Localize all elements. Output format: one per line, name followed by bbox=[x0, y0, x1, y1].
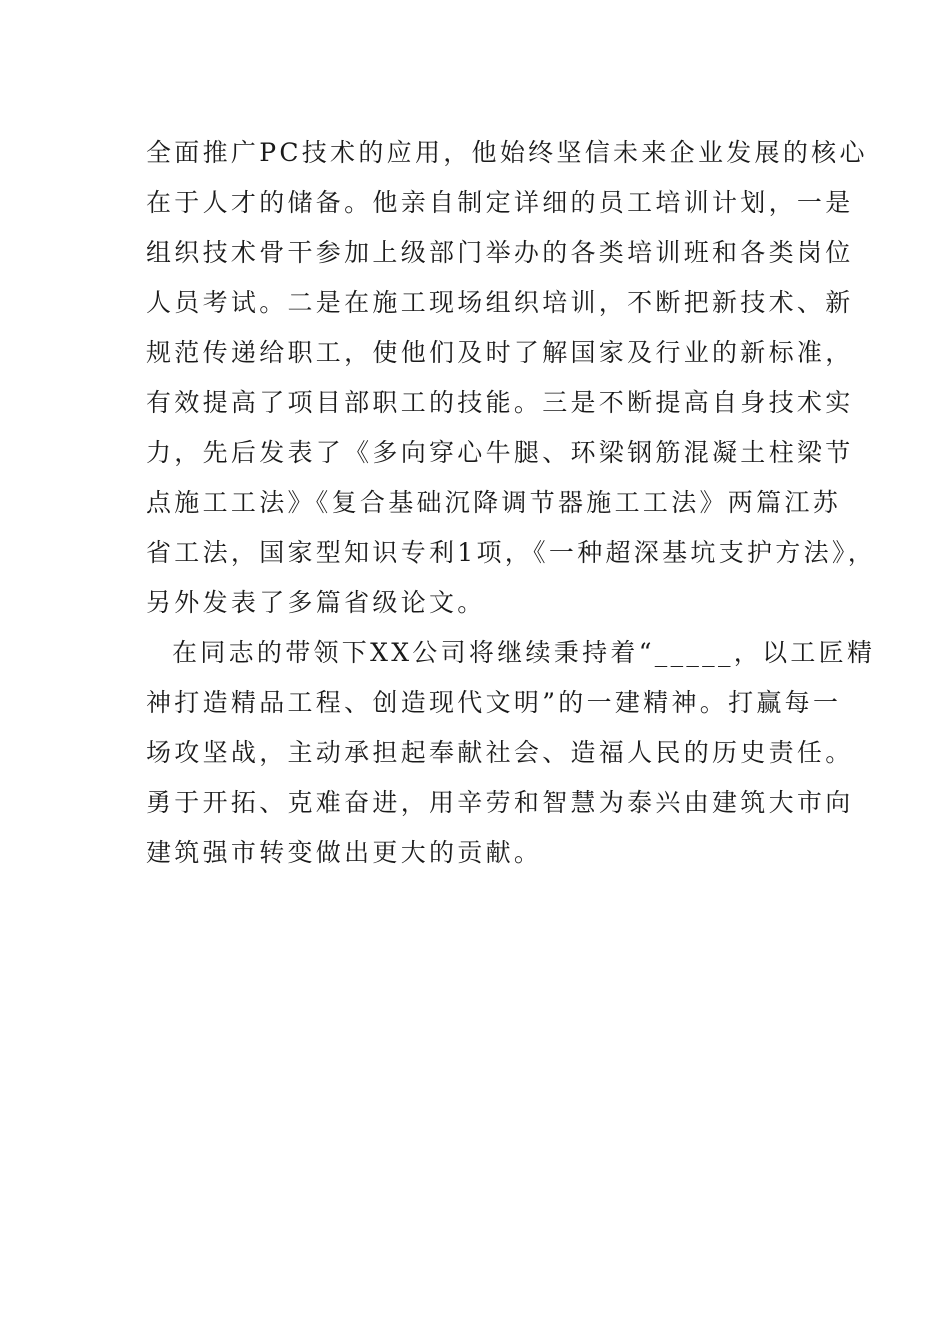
body-text bbox=[146, 128, 877, 878]
text-line: 力，先后发表了《多向穿心牛腿、环梁钢筋混凝土柱梁节 bbox=[146, 438, 854, 467]
text-line: 建筑强市转变做出更大的贡献。 bbox=[146, 838, 543, 867]
text-line: 组织技术骨干参加上级部门举办的各类培训班和各类岗位 bbox=[146, 238, 854, 267]
text-line: 省工法，国家型知识专利1项，《一种超深基坑支护方法》， bbox=[146, 538, 877, 567]
text-line: 规范传递给职工，使他们及时了解国家及行业的新标准， bbox=[146, 338, 854, 367]
text-line: 另外发表了多篇省级论文。 bbox=[146, 588, 486, 617]
text-line: 点施工工法》《复合基础沉降调节器施工工法》两篇江苏 bbox=[146, 488, 842, 517]
text-line: 有效提高了项目部职工的技能。三是不断提高自身技术实 bbox=[146, 388, 854, 417]
paragraph-2 bbox=[146, 628, 876, 878]
text-line: 全面推广PC技术的应用，他始终坚信未来企业发展的核心 bbox=[146, 138, 868, 167]
text-line: 在同志的带领下XX公司将继续秉持着“_____，以工匠精 bbox=[172, 638, 876, 667]
text-line: 人员考试。二是在施工现场组织培训，不断把新技术、新 bbox=[146, 288, 854, 317]
text-line: 勇于开拓、克难奋进，用辛劳和智慧为泰兴由建筑大市向 bbox=[146, 788, 854, 817]
text-line: 神打造精品工程、创造现代文明”的一建精神。打赢每一 bbox=[146, 688, 842, 717]
text-line: 场攻坚战，主动承担起奉献社会、造福人民的历史责任。 bbox=[146, 738, 854, 767]
text-line: 在于人才的储备。他亲自制定详细的员工培训计划，一是 bbox=[146, 188, 854, 217]
paragraph-1 bbox=[146, 128, 877, 628]
